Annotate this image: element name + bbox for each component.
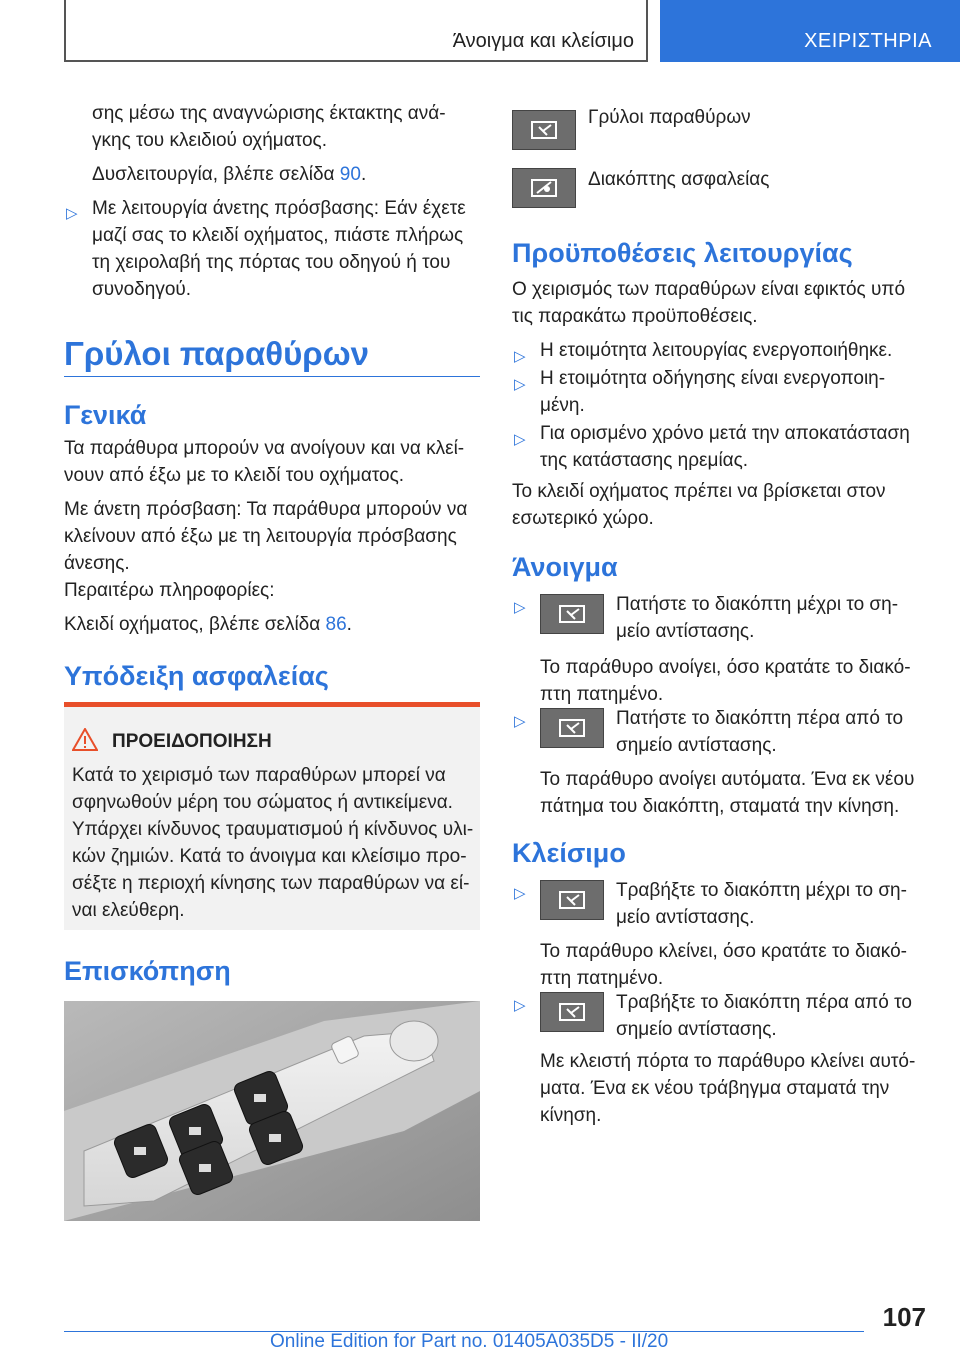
prereq-line-2: τις παρακάτω προϋποθέσεις. [512,306,758,327]
key-note-line-1: Το κλειδί οχήματος πρέπει να βρίσκεται στον [512,481,886,502]
bullet-triangle-icon: ▷ [514,376,526,393]
open-step-1-line-1: Πατήστε το διακόπτη μέχρι το ση- [616,594,899,615]
prereq-heading: Προϋποθέσεις λειτουργίας [512,238,853,268]
header-section: ΧΕΙΡΙΣΤΗΡΙΑ [804,30,932,52]
legend-window-lifts: Γρύλοι παραθύρων [588,107,751,128]
bullet1-line-1: Με λειτουργία άνετης πρόσβασης: Εάν έχετε [92,198,466,219]
bullet1-line-2: μαζί σας το κλειδί οχήματος, πιάστε πλήρως [92,225,464,246]
warning-title: ΠΡΟΕΙΔΟΠΟΙΗΣΗ [112,731,272,752]
bullet-triangle-icon: ▷ [514,997,526,1014]
warning-line: σφηνωθούν μέρη του σώματος ή αντικείμενα. [72,792,453,813]
close-step-2-line-2: σημείο αντίστασης. [616,1019,777,1040]
warning-triangle-icon [72,728,98,751]
more-info: Περαιτέρω πληροφορίες: [64,580,275,601]
intro-line-1: σης μέσω της αναγνώρισης έκτακτης ανά- [92,103,446,124]
warning-line: σέξτε η περιοχή κίνησης των παραθύρων να εί- [72,873,470,894]
open-heading: Άνοιγμα [512,552,618,582]
bullet-triangle-icon: ▷ [514,348,526,365]
open-step-2-line-2: σημείο αντίστασης. [616,735,777,756]
comfort-line-1: Με άνετη πρόσβαση: Τα παράθυρα μπορούν να [64,499,468,520]
switch-press-icon [540,708,604,748]
legend-safety-switch: Διακόπτης ασφαλείας [588,169,770,190]
open-step-2-result-2: πάτημα του διακόπτη, σταματά την κίνηση. [540,796,900,817]
bullet-triangle-icon: ▷ [66,205,78,222]
comfort-line-3: άνεσης. [64,553,130,574]
open-step-1-result-2: πτη πατημένο. [540,684,664,705]
malfunction-ref: Δυσλειτουργία, βλέπε σελίδα 90. [92,164,367,185]
general-line-2: νουν από έξω με το κλειδί του οχήματος. [64,465,405,486]
bullet-triangle-icon: ▷ [514,431,526,448]
comfort-line-2: κλείνουν από έξω με τη λειτουργία πρόσβασης [64,526,457,547]
section-heading-window-lifts: Γρύλοι παραθύρων [64,335,369,372]
prereq-item-2-line-2: μένη. [540,395,585,416]
close-step-1-result-1: Το παράθυρο κλείνει, όσο κρατάτε το διακό- [540,941,907,962]
close-step-2-result-2: ματα. Ένα εκ νέου τράβηγμα σταματά την [540,1078,890,1099]
open-step-2-line-1: Πατήστε το διακόπτη πέρα από το [616,708,904,729]
window-lift-switch-icon [512,110,576,150]
close-step-2-result-1: Με κλειστή πόρτα το παράθυρο κλείνει αυτό- [540,1051,916,1072]
bullet-triangle-icon: ▷ [514,885,526,902]
footer-edition: Online Edition for Part no. 01405A035D5 - II/20 [270,1331,669,1352]
prereq-item-2-line-1: Η ετοιμότητα οδήγησης είναι ενεργοποιη- [540,368,886,389]
bullet-triangle-icon: ▷ [514,713,526,730]
warning-bar [64,702,480,707]
prereq-item-1: Η ετοιμότητα λειτουργίας ενεργοποιήθηκε. [540,340,893,361]
key-page-link[interactable]: 86 [325,614,347,635]
switch-press-icon [540,594,604,634]
warning-line: Κατά το χειρισμό των παραθύρων μπορεί να [72,765,446,786]
bullet-triangle-icon: ▷ [514,599,526,616]
prereq-line-1: Ο χειρισμός των παραθύρων είναι εφικτός υπό [512,279,906,300]
open-step-2-result-1: Το παράθυρο ανοίγει αυτόματα. Ένα εκ νέου [540,769,915,790]
malfunction-page-link[interactable]: 90 [339,164,361,185]
safety-switch-icon [512,168,576,208]
close-step-2-result-3: κίνηση. [540,1105,602,1126]
general-line-1: Τα παράθυρα μπορούν να ανοίγουν και να κλεί- [64,438,465,459]
prereq-item-3-line-2: της κατάστασης ηρεμίας. [540,450,749,471]
bullet1-line-3: τη χειρολαβή της πόρτας του οδηγού ή του [92,252,451,273]
key-ref-text: Κλειδί οχήματος, βλέπε σελίδα [64,614,321,635]
page-number: 107 [882,1302,926,1332]
window-switch-photo [64,1001,480,1221]
heading-rule [64,376,480,377]
warning-text [72,762,478,924]
prereq-item-3-line-1: Για ορισμένο χρόνο μετά την αποκατάσταση [540,423,910,444]
bullet1-line-4: συνοδηγού. [92,279,192,300]
switch-pull-icon [540,992,604,1032]
open-step-1-result-1: Το παράθυρο ανοίγει, όσο κρατάτε το διακό- [540,657,911,678]
overview-heading: Επισκόπηση [64,956,231,986]
safety-heading: Υπόδειξη ασφαλείας [64,661,329,691]
key-note-line-2: εσωτερικό χώρο. [512,508,654,529]
open-step-1-line-2: μείο αντίστασης. [616,621,755,642]
switch-pull-icon [540,880,604,920]
warning-line: Υπάρχει κίνδυνος τραυματισμού ή κίνδυνος υλι- [72,819,474,840]
close-step-1-line-2: μείο αντίστασης. [616,907,755,928]
intro-line-2: γκης του κλειδιού οχήματος. [92,130,327,151]
malfunction-text: Δυσλειτουργία, βλέπε σελίδα [92,164,335,185]
close-step-1-line-1: Τραβήξτε το διακόπτη μέχρι το ση- [616,880,907,901]
warning-line: ναι ελεύθερη. [72,900,185,921]
header-chapter: Άνοιγμα και κλείσιμο [452,30,634,52]
close-heading: Κλείσιμο [512,838,626,868]
warning-line: κών ζημιών. Κατά το άνοιγμα και κλείσιμο προ- [72,846,467,867]
header-section-tab [660,0,960,62]
close-step-1-result-2: πτη πατημένο. [540,968,664,989]
general-heading: Γενικά [64,400,147,430]
key-ref: Κλειδί οχήματος, βλέπε σελίδα 86. [64,614,352,635]
close-step-2-line-1: Τραβήξτε το διακόπτη πέρα από το [616,992,912,1013]
